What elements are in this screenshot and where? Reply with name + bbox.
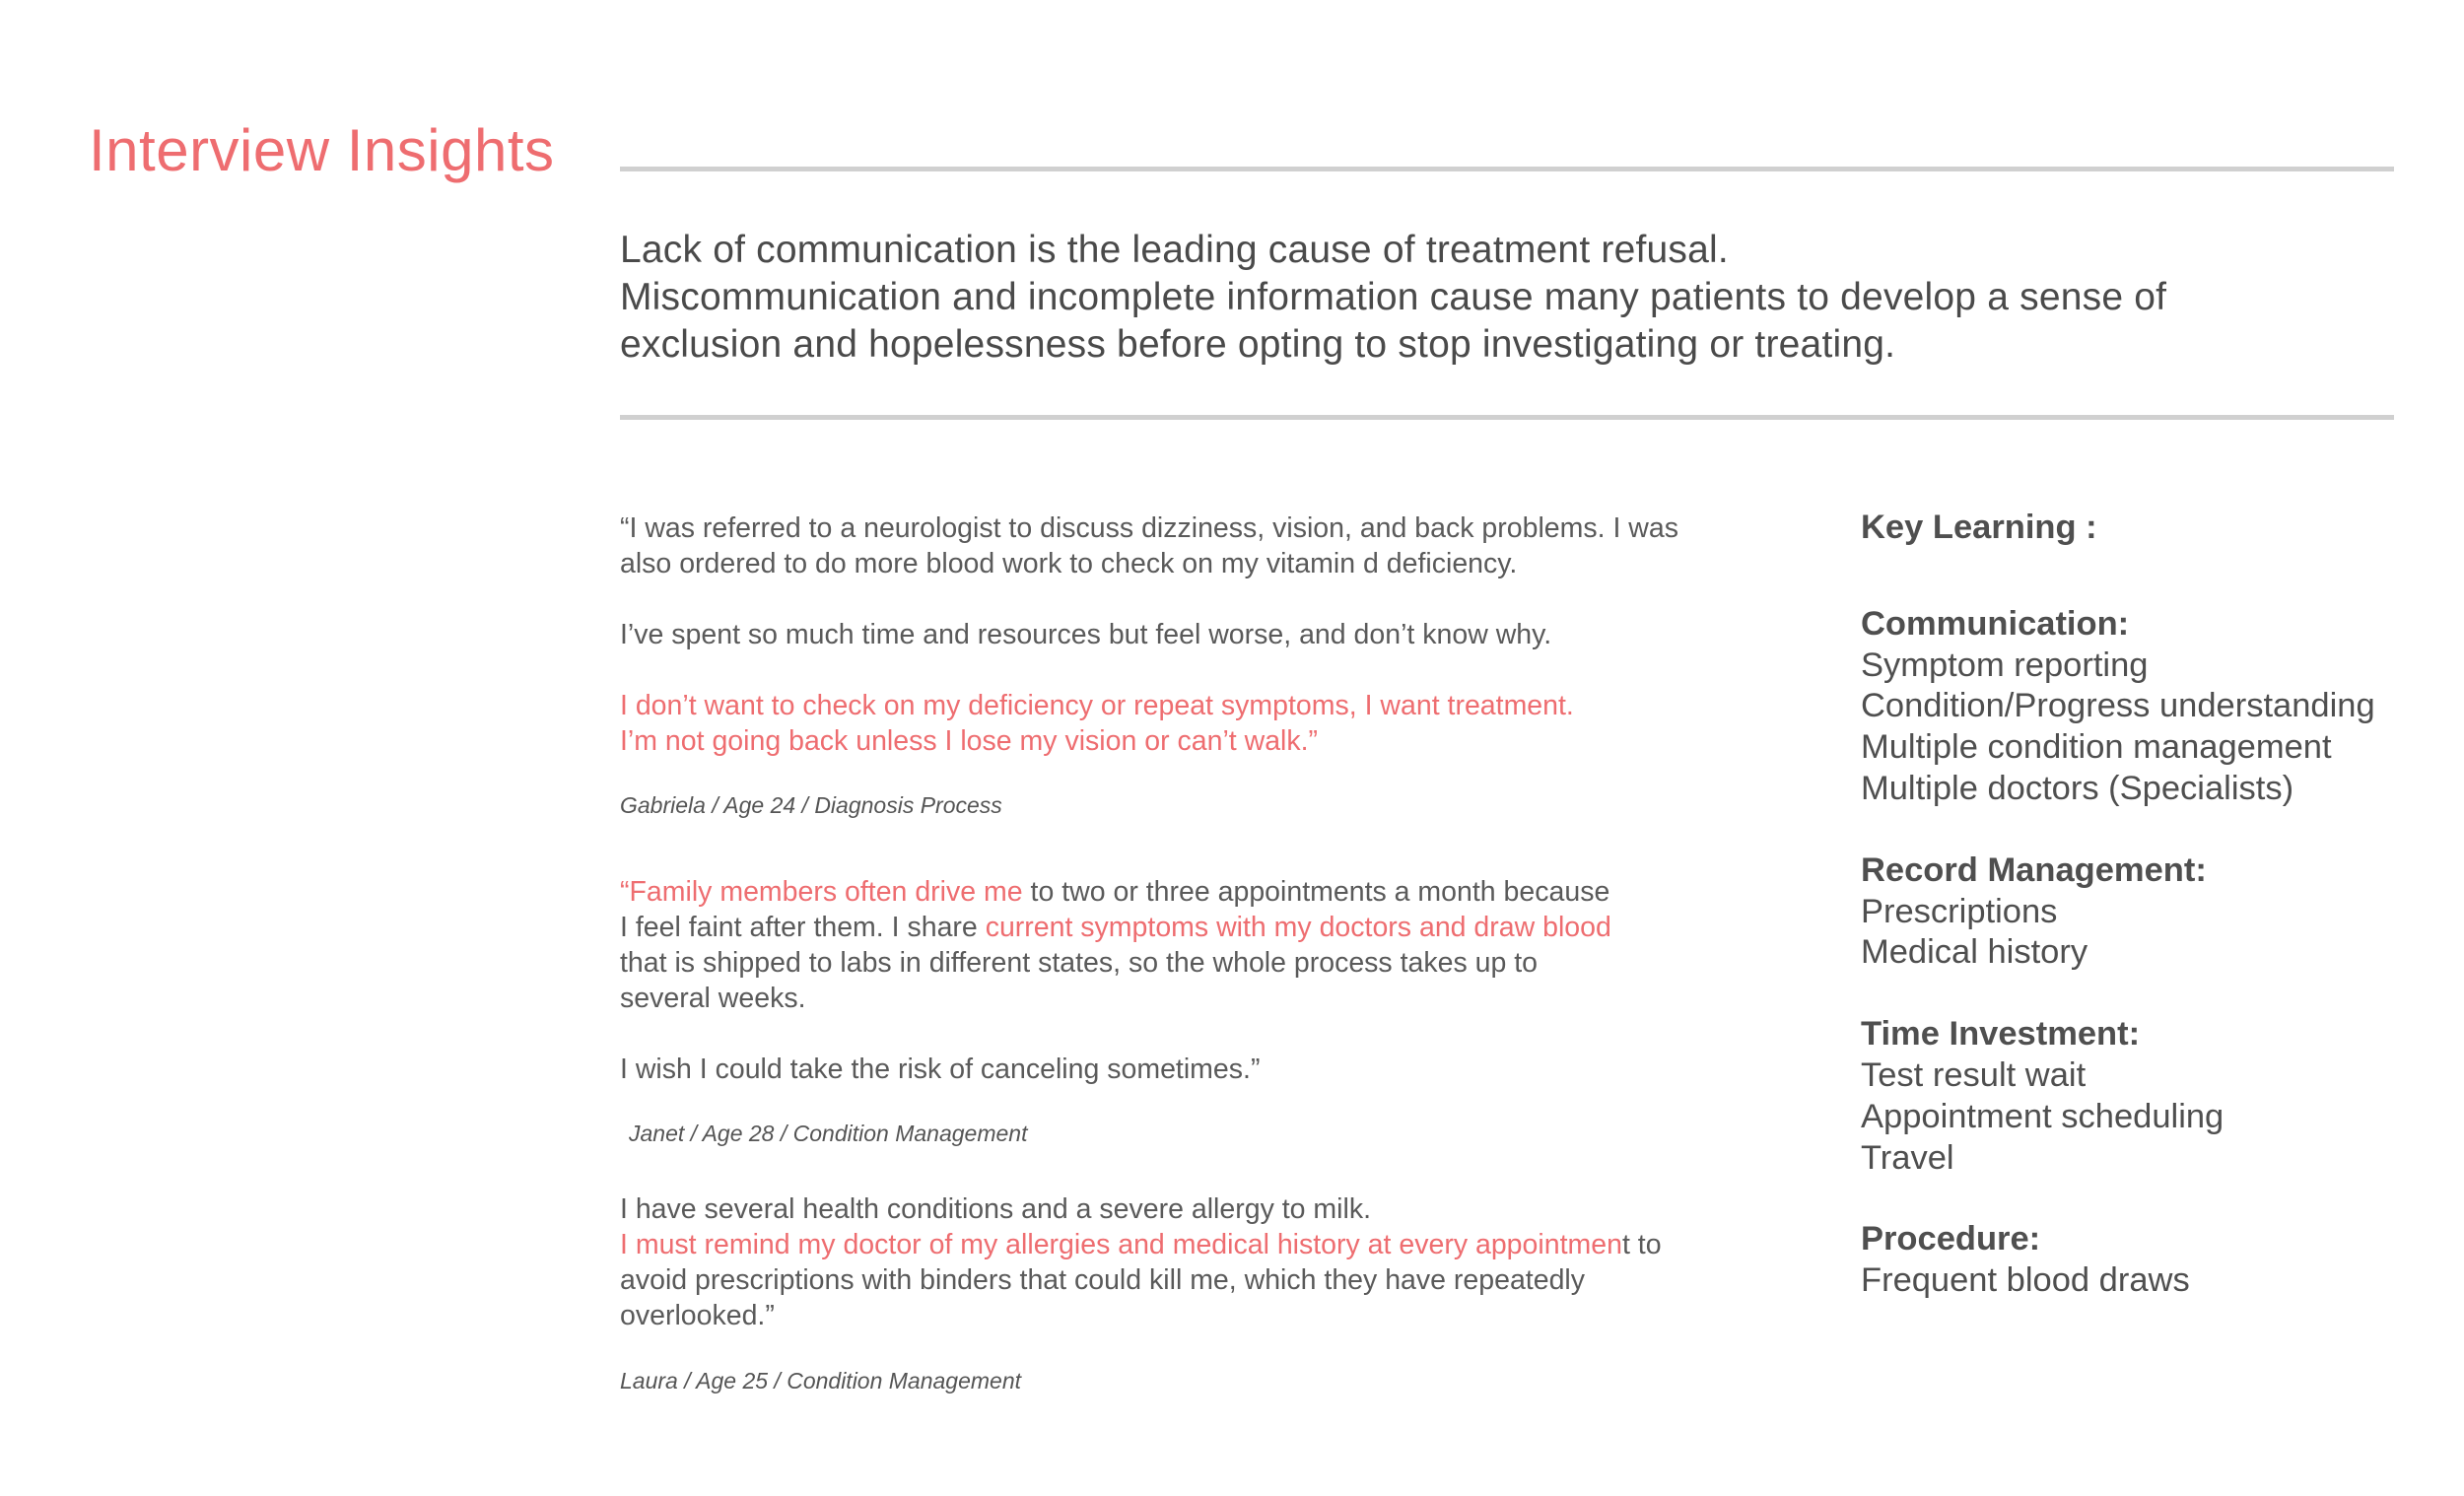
quote-line: also ordered to do more blood work to check on my vitamin d deficiency. (620, 548, 1518, 579)
quote-highlight: current symptoms with my doctors and draw blood (985, 912, 1611, 943)
quote-line (620, 910, 1753, 945)
quote-line: that is shipped to labs in different states, so the whole process takes up to (620, 947, 1539, 979)
interview-quote-janet (620, 874, 1753, 1087)
top-divider (620, 167, 2394, 171)
quote-line: I wish I could take the risk of canceling sometimes.” (620, 1054, 1261, 1085)
key-learning-item: Test result wait (1861, 1055, 2087, 1094)
key-learning-heading: Time Investment: (1861, 1015, 2141, 1054)
key-learning-panel (1861, 508, 2413, 1342)
quote-line: I have several health conditions and a severe allergy to milk. (620, 1193, 1371, 1225)
key-learning-group-record-management (1861, 850, 2413, 974)
key-learning-item: Multiple doctors (Specialists) (1861, 769, 2294, 807)
key-learning-heading: Procedure: (1861, 1220, 2041, 1258)
key-learning-group-time-investment (1861, 1014, 2413, 1179)
quote-line (620, 1227, 1753, 1262)
key-learning-item: Multiple condition management (1861, 728, 2332, 767)
key-learning-heading: Communication: (1861, 604, 2130, 643)
summary-statement (620, 227, 2394, 369)
quote-line: “I was referred to a neurologist to discuss dizziness, vision, and back problems. I was (620, 512, 1678, 544)
quote-highlight: I’m not going back unless I lose my vision or can’t walk.” (620, 725, 1319, 757)
summary-line: Miscommunication and incomplete information cause many patients to develop a sense of (620, 276, 2167, 318)
quote-text: to two or three appointments a month because (1022, 876, 1610, 908)
key-learning-item: Condition/Progress understanding (1861, 687, 2375, 725)
quote-text: t to (1621, 1229, 1662, 1260)
key-learning-item: Frequent blood draws (1861, 1261, 2190, 1300)
quote-text: I feel faint after them. I share (620, 912, 986, 943)
key-learning-group-procedure (1861, 1219, 2413, 1302)
interview-quote-laura (620, 1191, 1753, 1333)
key-learning-title: Key Learning : (1861, 509, 2097, 546)
page-title: Interview Insights (89, 117, 555, 183)
key-learning-item: Symptom reporting (1861, 646, 2149, 684)
summary-line: Lack of communication is the leading cause of treatment refusal. (620, 229, 1729, 271)
quote-line (620, 874, 1753, 910)
summary-line: exclusion and hopelessness before opting to stop investigating or treating. (620, 323, 1896, 366)
interview-quote-gabriela (620, 510, 1753, 759)
quote-attribution: Laura / Age 25 / Condition Management (620, 1368, 1022, 1394)
quote-attribution: Gabriela / Age 24 / Diagnosis Process (620, 792, 1002, 818)
key-learning-item: Prescriptions (1861, 892, 2058, 930)
key-learning-item: Travel (1861, 1138, 1954, 1177)
key-learning-item: Appointment scheduling (1861, 1097, 2224, 1135)
key-learning-heading: Record Management: (1861, 850, 2207, 889)
quote-highlight: “Family members often drive me (620, 876, 1023, 908)
quote-highlight: I don’t want to check on my deficiency or repeat symptoms, I want treatment. (620, 690, 1574, 721)
quote-highlight: I must remind my doctor of my allergies and medical history at every appointmen (620, 1229, 1622, 1260)
quote-line: several weeks. (620, 983, 806, 1014)
quote-line: I’ve spent so much time and resources but feel worse, and don’t know why. (620, 619, 1552, 650)
key-learning-group-communication (1861, 604, 2413, 810)
quote-attribution: Janet / Age 28 / Condition Management (629, 1121, 1028, 1146)
bottom-divider (620, 415, 2394, 420)
key-learning-item: Medical history (1861, 933, 2088, 972)
quote-line: overlooked.” (620, 1300, 775, 1331)
quote-line: avoid prescriptions with binders that could kill me, which they have repeatedly (620, 1264, 1586, 1296)
